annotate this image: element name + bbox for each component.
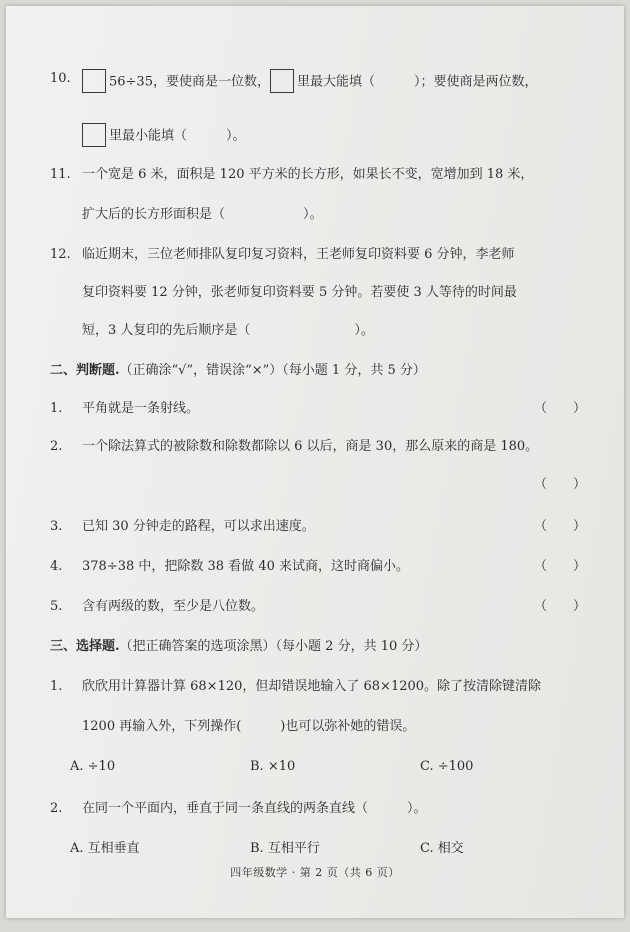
- option-a[interactable]: A. ÷10: [70, 759, 116, 774]
- answer-box[interactable]: [82, 123, 106, 147]
- exam-page: 10. 56÷35，要使商是一位数， 里最大能填（ ）；要使商是两位数， 里最小能填（ ）。 11. 一个宽是 6 米，面积是 120 平方米的长方形，如果长不变，宽增加到 18 米， 扩大后的长方形面积是（ ）。 12. 临近期末，三位老师排队复印复习资料，王老师复印资料要 6 分钟，李老师 复印资料要 12 分钟，张老师复印资料要 5 分钟。若要使 3 人等待的时间最 短，3 人复印的先后顺序是（ ）。 二、判断题.（正确涂“√”，错误涂“×”）（每小题 1 分，共 5 分） 1. 平角就是一条射线。 （ ） 2. 一个除法算式的被除数和除数都除以 6 以后，商是 30，那么原来的商是 180。 （ ） 3. 已知 30 分钟走的路程，可以求出速度。 （ ） 4. 378÷38 中，把除数 38 看做 40 来试商，这时商偏小。 （ ） 5. 含有两级的数，至少是八位数。 （ ） 三、选择题.（把正确答案的选项涂黑）（每小题 2 分，共 10 分） 1. 欣欣用计算器计算 68×120，但却错误地输入了 68×1200。除了按清除键清除 1200 再输入外，下列操作( )也可以弥补她的错误。 A. ÷10 B. ×10 C. ÷100 2. 在同一个平面内，垂直于同一条直线的两条直线（ ）。 A. 互相垂直 B. 互相平行 C. 相交 四年级数学 · 第 2 页（共 6 页）: [6, 6, 624, 918]
- answer-bracket[interactable]: （ ）: [534, 599, 587, 614]
- answer-bracket[interactable]: （ ）: [534, 559, 587, 574]
- answer-bracket[interactable]: （ ）: [534, 477, 587, 492]
- answer-box[interactable]: [270, 69, 294, 93]
- answer-bracket[interactable]: （ ）: [534, 519, 587, 534]
- q10-number: 10.: [50, 71, 71, 86]
- option-c[interactable]: C. 相交: [420, 841, 464, 856]
- answer-bracket[interactable]: （ ）: [534, 401, 587, 416]
- page-footer: 四年级数学 · 第 2 页（共 6 页）: [230, 866, 400, 879]
- q12-number: 12.: [50, 247, 71, 262]
- option-a[interactable]: A. 互相垂直: [70, 841, 140, 856]
- option-b[interactable]: B. 互相平行: [250, 841, 320, 856]
- q11-number: 11.: [50, 167, 71, 182]
- answer-box[interactable]: [82, 69, 106, 93]
- option-b[interactable]: B. ×10: [250, 759, 296, 774]
- option-c[interactable]: C. ÷100: [420, 759, 474, 774]
